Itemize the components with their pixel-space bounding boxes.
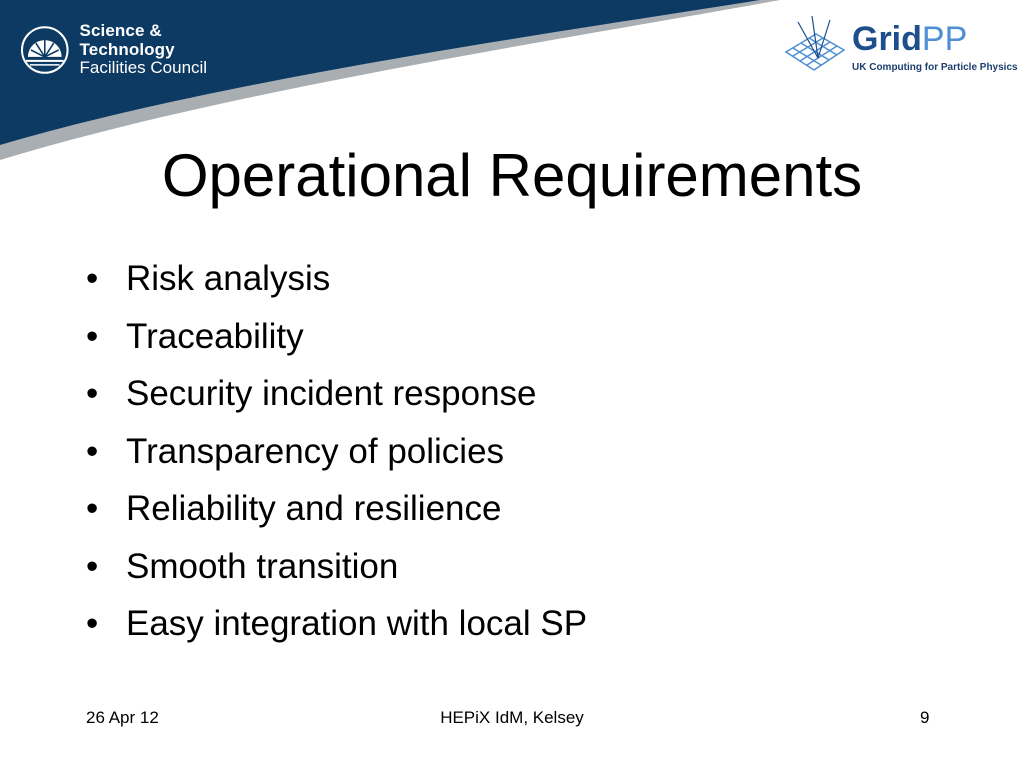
slide-title: Operational Requirements xyxy=(161,142,863,209)
bullet-marker: • xyxy=(86,546,99,586)
sunburst-icon xyxy=(20,25,70,75)
bullet-text: Easy integration with local SP xyxy=(126,604,588,643)
stfc-name-line1: Science & Technology xyxy=(79,20,175,59)
stfc-name-line2: Facilities Council xyxy=(79,58,208,78)
gridpp-tagline: UK Computing for Particle Physics xyxy=(852,62,1018,73)
bullet-item xyxy=(86,423,587,481)
footer-date: 26 Apr 12 xyxy=(86,708,159,727)
bullet-item xyxy=(86,538,587,596)
bullet-item xyxy=(86,595,587,653)
bullet-item xyxy=(86,308,587,366)
footer-presentation-info: HEPiX IdM, Kelsey xyxy=(440,708,584,727)
bullet-item xyxy=(86,365,587,423)
bullet-list xyxy=(86,250,587,653)
bullet-text: Smooth transition xyxy=(126,546,399,586)
bullet-marker: • xyxy=(86,374,99,413)
footer-page-number: 9 xyxy=(920,708,930,727)
bullet-marker: • xyxy=(86,259,99,298)
stfc-logo xyxy=(20,22,260,78)
gridpp-wordmark: GridPP xyxy=(852,20,968,58)
bullet-marker: • xyxy=(86,316,99,356)
bullet-marker: • xyxy=(86,431,99,471)
gridpp-logo xyxy=(782,12,1017,82)
bullet-text: Risk analysis xyxy=(126,259,331,298)
bullet-text: Reliability and resilience xyxy=(126,489,502,528)
bullet-marker: • xyxy=(86,489,99,528)
bullet-text: Transparency of policies xyxy=(126,431,505,471)
bullet-text: Traceability xyxy=(126,316,304,356)
bullet-item xyxy=(86,480,587,538)
bullet-marker: • xyxy=(86,604,99,643)
grid-mesh-icon xyxy=(782,12,848,78)
bullet-item xyxy=(86,250,587,308)
bullet-text: Security incident response xyxy=(126,374,537,413)
